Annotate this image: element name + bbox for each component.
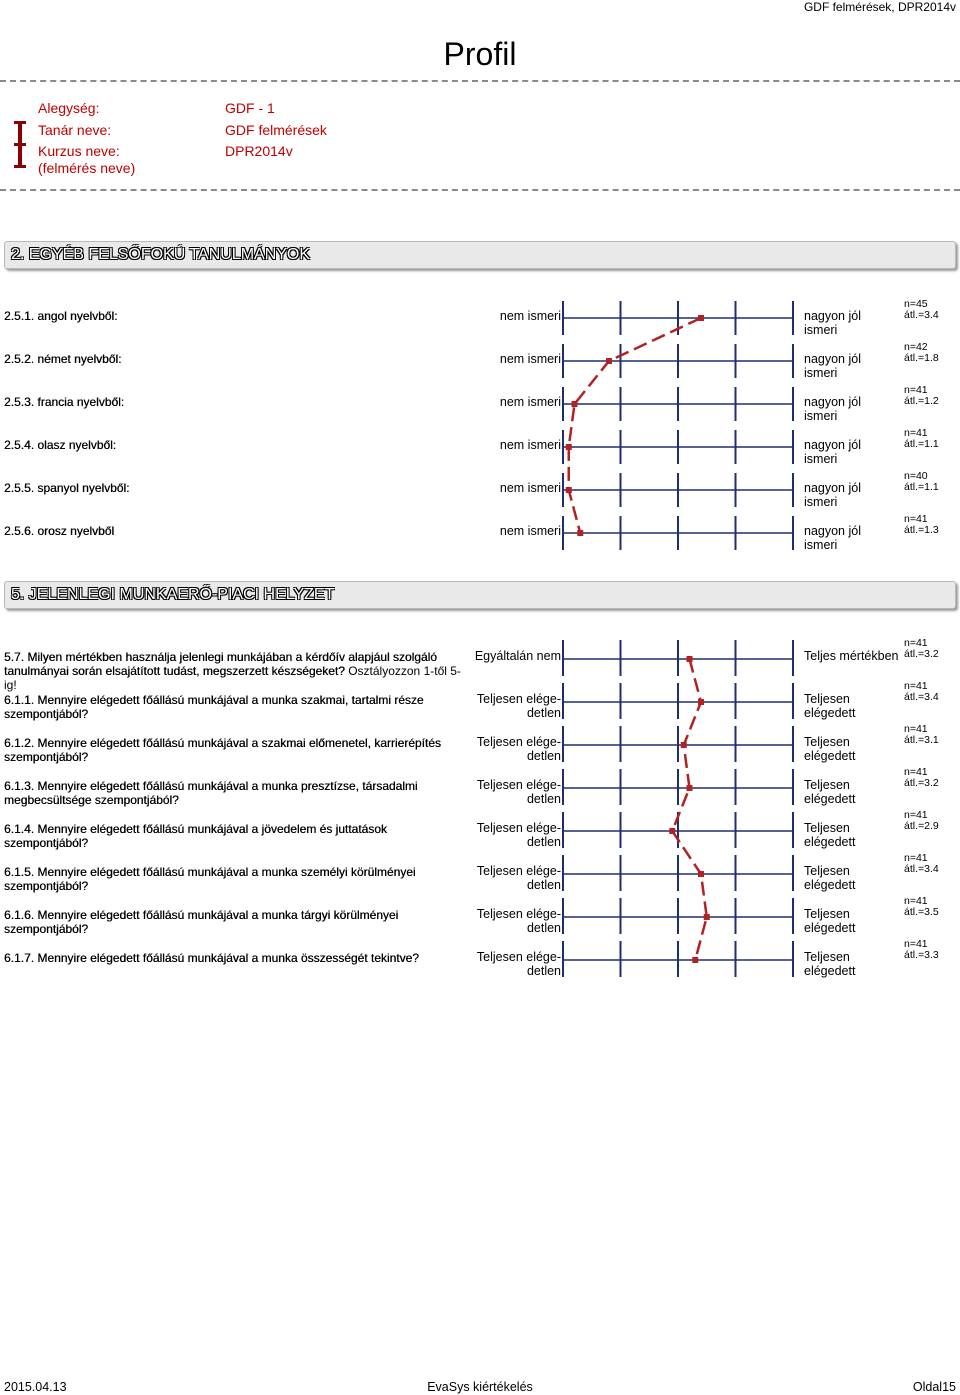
stat-avg: átl.=1.1 [904,438,939,450]
question-text-main: 6.1.3. Mennyire elégedett főállású munkájával a munka presztízse, társadalmi megbecsültsége szempontjából? [4,779,418,807]
stat-n: n=41 [904,384,928,396]
stat-n: n=41 [904,427,928,439]
scale-right-pole: Teljes mértékben [804,649,899,663]
stat-n: n=41 [904,680,928,692]
question-text-main: 5.7. Milyen mértékben használja jelenlegi munkájában a kérdőív alapjául szolgáló tanulmányai során elsajátított tudást, megszerzett készségeket? [4,650,437,678]
stat-n: n=41 [904,766,928,778]
scale-right-pole: nagyon jól ismeri [804,481,861,509]
profile-point [572,401,578,407]
scale-right-pole: Teljesen elégedett [804,821,856,849]
question-text-main: 6.1.4. Mennyire elégedett főállású munkájával a jövedelem és juttatások szempontjából? [4,822,387,850]
scale-right-pole: nagyon jól ismeri [804,352,861,380]
profile-point [566,487,572,493]
scale-left-pole: Teljesen elége- detlen [476,907,561,935]
scale-right-pole: nagyon jól ismeri [804,438,861,466]
scale-left-pole: Teljesen elége- detlen [476,778,561,806]
question-text: 2.5.1. angol nyelvből: [4,309,118,323]
stat-n: n=41 [904,809,928,821]
profile-point [566,444,572,450]
profile-point [704,914,710,920]
profile-point [692,957,698,963]
question-text: 2.5.2. német nyelvből: [4,352,122,366]
page-title: Profil [443,36,517,72]
scale-left-pole: nem ismeri [499,395,561,409]
scale-right-pole: nagyon jól ismeri [804,309,861,337]
stat-n: n=41 [904,513,928,525]
section-title: 5. JELENLEGI MUNKAERŐ-PIACI HELYZET [11,586,335,603]
scale-right-pole: Teljesen elégedett [804,778,856,806]
stat-avg: átl.=3.4 [904,691,939,703]
profile-point [698,315,704,321]
meta-value-kurzus: DPR2014v [225,143,293,159]
scale-left-pole: nem ismeri [499,309,561,323]
question-text: 2.5.3. francia nyelvből: [4,395,125,409]
section-title: 2. EGYÉB FELSŐFOKÚ TANULMÁNYOK [11,246,311,263]
footer-center: EvaSys kiértékelés [427,1380,533,1394]
stat-avg: átl.=3.1 [904,734,939,746]
meta-value-tanar: GDF felmérések [225,122,327,138]
profile-point [606,358,612,364]
scale-left-pole: nem ismeri [499,352,561,366]
footer-date: 2015.04.13 [4,1380,67,1394]
stat-avg: átl.=1.2 [904,395,939,407]
scale-right-pole: Teljesen elégedett [804,864,856,892]
stat-n: n=40 [904,470,928,482]
scale-left-pole: Teljesen elége- detlen [476,864,561,892]
meta-label-kurzus: Kurzus neve: (felmérés neve) [38,143,136,176]
scale-left-pole: Teljesen elége- detlen [476,692,561,720]
meta-label-tanar: Tanár neve: [38,122,112,138]
stat-n: n=41 [904,895,928,907]
question-text-main: 6.1.6. Mennyire elégedett főállású munkájával a munka tárgyi körülményei szempontjából? [4,908,399,936]
stat-avg: átl.=2.9 [904,820,939,832]
scale-left-pole: nem ismeri [499,481,561,495]
question-text-extra: Osztályozzon 1-től 5-ig! [4,664,461,692]
question-text-main: 6.1.5. Mennyire elégedett főállású munkájával a munka személyi körülményei szempontjából? [4,865,416,893]
meta-label-alegyseg: Alegység: [38,100,100,116]
stat-avg: átl.=3.5 [904,906,939,918]
scale-left-pole: Teljesen elége- detlen [476,735,561,763]
scale-left-pole: Teljesen elége- detlen [476,950,561,978]
stat-avg: átl.=3.2 [904,777,939,789]
scale-left-pole: Teljesen elége- detlen [476,821,561,849]
profile-point [577,530,583,536]
stat-n: n=41 [904,938,928,950]
footer-page: Oldal15 [912,1380,956,1394]
scale-left-pole: Egyáltalán nem [474,649,561,663]
meta-value-alegyseg: GDF - 1 [225,100,275,116]
profile-point [698,699,704,705]
stat-n: n=45 [904,298,928,310]
scale-left-pole: nem ismeri [499,524,561,538]
stat-n: n=41 [904,637,928,649]
question-text-main: 6.1.7. Mennyire elégedett főállású munkájával a munka összességét tekintve? [4,951,419,965]
question-text: 2.5.4. olasz nyelvből: [4,438,117,452]
stat-n: n=41 [904,852,928,864]
stat-avg: átl.=3.2 [904,648,939,660]
scale-right-pole: nagyon jól ismeri [804,524,861,552]
question-text-main: 6.1.2. Mennyire elégedett főállású munkájával a szakmai előmenetel, karrierépítés szempontjából? [4,736,441,764]
stat-avg: átl.=3.4 [904,309,939,321]
profile-point [687,656,693,662]
stat-avg: átl.=1.1 [904,481,939,493]
profile-line [569,318,701,533]
profile-point [687,785,693,791]
stat-avg: átl.=1.3 [904,524,939,536]
scale-right-pole: Teljesen elégedett [804,950,856,978]
profile-point [669,828,675,834]
header-doc-title: GDF felmérések, DPR2014v [803,0,956,14]
stat-n: n=42 [904,341,928,353]
scale-right-pole: nagyon jól ismeri [804,395,861,423]
scale-right-pole: Teljesen elégedett [804,692,856,720]
profile-point [681,742,687,748]
profile-point [698,871,704,877]
stat-avg: átl.=3.3 [904,949,939,961]
question-text: 2.5.5. spanyol nyelvből: [4,481,130,495]
question-text-main: 6.1.1. Mennyire elégedett főállású munkájával a munka szakmai, tartalmi része szempontjából? [4,693,424,721]
stat-avg: átl.=3.4 [904,863,939,875]
scale-left-pole: nem ismeri [499,438,561,452]
scale-right-pole: Teljesen elégedett [804,735,856,763]
question-text: 2.5.6. orosz nyelvből [4,524,115,538]
scale-right-pole: Teljesen elégedett [804,907,856,935]
stat-avg: átl.=1.8 [904,352,939,364]
stat-n: n=41 [904,723,928,735]
